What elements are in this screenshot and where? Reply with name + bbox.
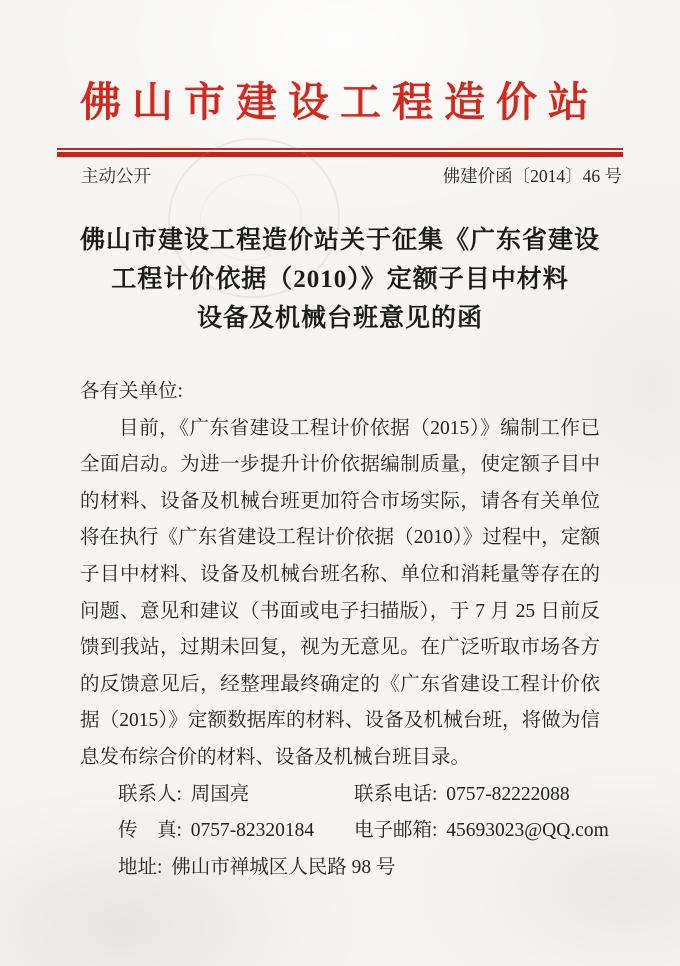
document-number: 佛建价函〔2014〕46 号: [442, 166, 622, 187]
salutation: 各有关单位:: [80, 381, 183, 403]
contact-person-row: [118, 777, 354, 814]
reference-row: [57, 157, 623, 188]
contact-address-value: 佛山市禅城区人民路 98 号: [171, 857, 396, 879]
contact-fax-row: [118, 813, 354, 850]
document-title-line-2: 工程计价依据（2010）》定额子目中材料: [111, 266, 569, 294]
contact-address-row: [118, 850, 609, 887]
contact-email-row: [354, 813, 609, 850]
contact-address-label: 地址:: [118, 857, 163, 879]
publicity-label: 主动公开: [81, 166, 151, 187]
red-divider: [57, 148, 623, 157]
contact-person-label: 联系人:: [118, 783, 182, 805]
document-body: [57, 374, 623, 777]
contact-fax-value: 0757-82320184: [190, 820, 315, 842]
contact-phone-row: [354, 777, 609, 814]
contact-block: [57, 777, 623, 887]
contact-phone-label: 联系电话:: [354, 783, 438, 805]
document-title-line-3: 设备及机械台班意见的函: [196, 305, 483, 333]
document-title-line-1: 佛山市建设工程造价站关于征集《广东省建设: [79, 227, 600, 255]
contact-email-value: 45693023@QQ.com: [446, 820, 609, 842]
contact-email-label: 电子邮箱:: [354, 820, 438, 842]
body-paragraph: 目前，《广东省建设工程计价依据（2015）》编制工作已全面启动。为进一步提升计价依据编制质量，使定额子目中的材料、设备及机械台班更加符合市场实际，请各有关单位将在执行《广东省建设工程计价依据（2010）》过程中，定额子目中材料、设备及机械台班名称、单位和消耗量等存在的问题、意见和建议（书面或电子扫描版），于 7 月 25 日前反馈到我站，过期未回复，视为无意见。在广泛听取市场各方的反馈意见后，经整理最终确定的《广东省建设工程计价依据（2015）》定额数据库的材料、设备及机械台班，将做为信息发布综合价的材料、设备及机械台班目录。: [80, 417, 600, 769]
contact-fax-label: 传 真:: [118, 820, 182, 842]
contact-person-value: 周国亮: [190, 783, 250, 805]
document-title: [57, 221, 623, 338]
contact-phone-value: 0757-82222088: [446, 783, 570, 805]
letterhead-title: 佛山市建设工程造价站: [80, 79, 600, 125]
